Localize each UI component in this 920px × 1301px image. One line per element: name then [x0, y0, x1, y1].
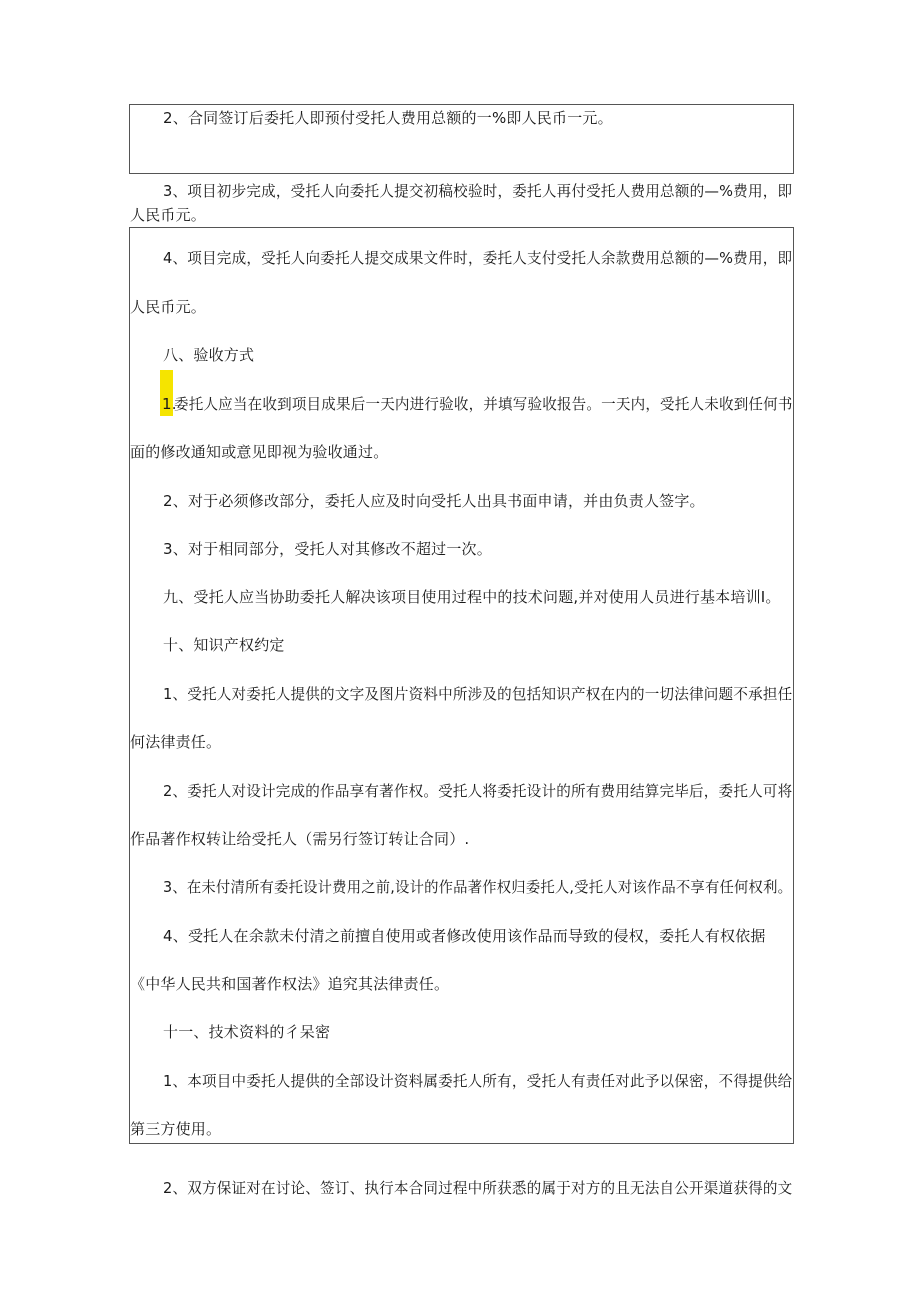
clause-7-2: 2、合同签订后委托人即预付受托人费用总额的一%即人民币一元。 — [163, 109, 613, 127]
clause-10-4-line2: 《中华人民共和国著作权法》追究其法律责任。 — [130, 975, 450, 993]
clause-10-3: 3、在未付清所有委托设计费用之前,设计的作品著作权归委托人,受托人对该作品不享有任何权利。 — [163, 878, 793, 896]
section-11-heading: 十一、技术资料的彳呆密 — [163, 1023, 331, 1041]
clause-7-4-line1: 4、项目完成，受托人向委托人提交成果文件时，委托人支付受托人余款费用总额的—%费用，即 — [163, 249, 793, 267]
clause-10-1-line2: 何法律责任。 — [130, 733, 222, 751]
clause-8-3: 3、对于相同部分，受托人对其修改不超过一次。 — [163, 540, 492, 558]
clause-11-1-line1: 1、本项目中委托人提供的全部设计资料属委托人所有，受托人有责任对此予以保密，不得提供给 — [163, 1072, 793, 1090]
section-8-heading: 八、验收方式 — [163, 346, 255, 364]
clause-11-2-line1: 2、双方保证对在讨论、签订、执行本合同过程中所获悉的属于对方的且无法自公开渠道获得的文 — [163, 1179, 793, 1197]
clause-8-1-number: 1. — [162, 395, 177, 413]
clause-10-1-line1: 1、受托人对委托人提供的文字及图片资料中所涉及的包括知识产权在内的一切法律问题不承担任 — [163, 685, 793, 703]
clause-7-3-line1: 3、项目初步完成，受托人向委托人提交初稿校验时，委托人再付受托人费用总额的—%费用，即 — [163, 182, 793, 200]
clause-7-3-line2: 人民币元。 — [130, 206, 207, 224]
clause-8-2: 2、对于必须修改部分，委托人应及时向受托人出具书面申请，并由负责人签字。 — [163, 492, 705, 510]
clause-10-2-line2: 作品著作权转让给受托人（需另行签订转让合同）. — [130, 830, 470, 848]
clause-7-4-line2: 人民币元。 — [130, 298, 207, 316]
clause-10-4-line1: 4、受托人在余款未付清之前擅自使用或者修改使用该作品而导致的侵权，委托人有权依据 — [163, 927, 766, 945]
section-9: 九、受托人应当协助委托人解决该项目使用过程中的技术问题,并对使用人员进行基本培训I。 — [163, 588, 781, 606]
clause-11-1-line2: 第三方使用。 — [130, 1120, 222, 1138]
clause-10-2-line1: 2、委托人对设计完成的作品享有著作权。受托人将委托设计的所有费用结算完毕后，委托人可将 — [163, 782, 793, 800]
clause-8-1-line1: 委托人应当在收到项目成果后一天内进行验收，并填写验收报告。一天内，受托人未收到任何书 — [174, 395, 793, 413]
section-10-heading: 十、知识产权约定 — [163, 636, 285, 654]
clause-8-1-line2: 面的修改通知或意见即视为验收通过。 — [130, 443, 389, 461]
